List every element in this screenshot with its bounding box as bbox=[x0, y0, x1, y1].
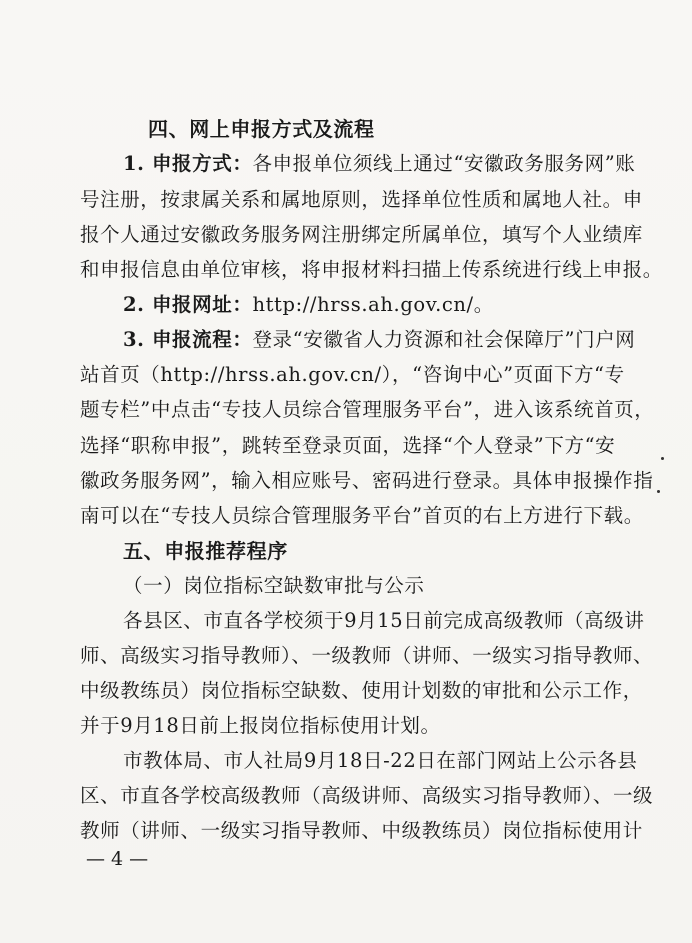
item3-line6: 南可以在“专技人员综合管理服务平台”首页的右上方进行下载。 bbox=[80, 504, 644, 527]
item3-label: 3. 申报流程： bbox=[123, 328, 253, 351]
item3-text1: 登录“安徽省人力资源和社会保障厅”门户网 bbox=[252, 328, 636, 351]
p2-line3: 教师（讲师、一级实习指导教师、中级教练员）岗位指标使用计 bbox=[80, 819, 643, 842]
item3-line5: 徽政务服务网”，输入相应账号、密码进行登录。具体申报操作指 bbox=[80, 469, 654, 492]
sub1-title: （一）岗位指标空缺数审批与公示 bbox=[123, 574, 425, 597]
scan-speck bbox=[657, 490, 660, 493]
scan-speck bbox=[661, 457, 664, 460]
p1-line4: 并于9月18日前上报岗位指标使用计划。 bbox=[80, 714, 441, 737]
item1-line2: 号注册，按隶属关系和属地原则，选择单位性质和属地人社。申 bbox=[80, 188, 643, 211]
item3-line1 bbox=[123, 327, 635, 353]
item3-line3: 题专栏”中点击“专技人员综合管理服务平台”，进入该系统首页， bbox=[80, 398, 655, 421]
p1-line1: 各县区、市直各学校须于9月15日前完成高级教师（高级讲 bbox=[123, 609, 645, 632]
item1-line1 bbox=[123, 151, 635, 177]
item1-line3: 报个人通过安徽政务服务网注册绑定所属单位，填写个人业绩库 bbox=[80, 223, 643, 246]
section5-title: 五、申报推荐程序 bbox=[123, 539, 288, 563]
item1-line4: 和申报信息由单位审核，将申报材料扫描上传系统进行线上申报。 bbox=[80, 258, 663, 281]
item2-label: 2. 申报网址： bbox=[123, 293, 253, 316]
item3-line4: 选择“职称申报”，跳转至登录页面，选择“个人登录”下方“安 bbox=[80, 434, 616, 457]
p2-line2: 区、市直各学校高级教师（高级讲师、高级实习指导教师）、一级 bbox=[80, 784, 654, 807]
section4-title: 四、网上申报方式及流程 bbox=[148, 117, 375, 141]
page-number: — 4 — bbox=[86, 848, 149, 870]
item3-line2: 站首页（http://hrss.ah.gov.cn/），“咨询中心”页面下方“专 bbox=[80, 363, 625, 386]
p1-line3: 中级教练员）岗位指标空缺数、使用计划数的审批和公示工作， bbox=[80, 679, 643, 702]
item2-line bbox=[123, 292, 494, 318]
item2-url: http://hrss.ah.gov.cn/。 bbox=[252, 293, 494, 316]
item1-label: 1. 申报方式： bbox=[123, 152, 253, 175]
p1-line2: 师、高级实习指导教师）、一级教师（讲师、一级实习指导教师、 bbox=[80, 644, 654, 667]
p2-line1: 市教体局、市人社局9月18日-22日在部门网站上公示各县 bbox=[123, 749, 638, 772]
item1-text1: 各申报单位须线上通过“安徽政务服务网”账 bbox=[252, 152, 636, 175]
